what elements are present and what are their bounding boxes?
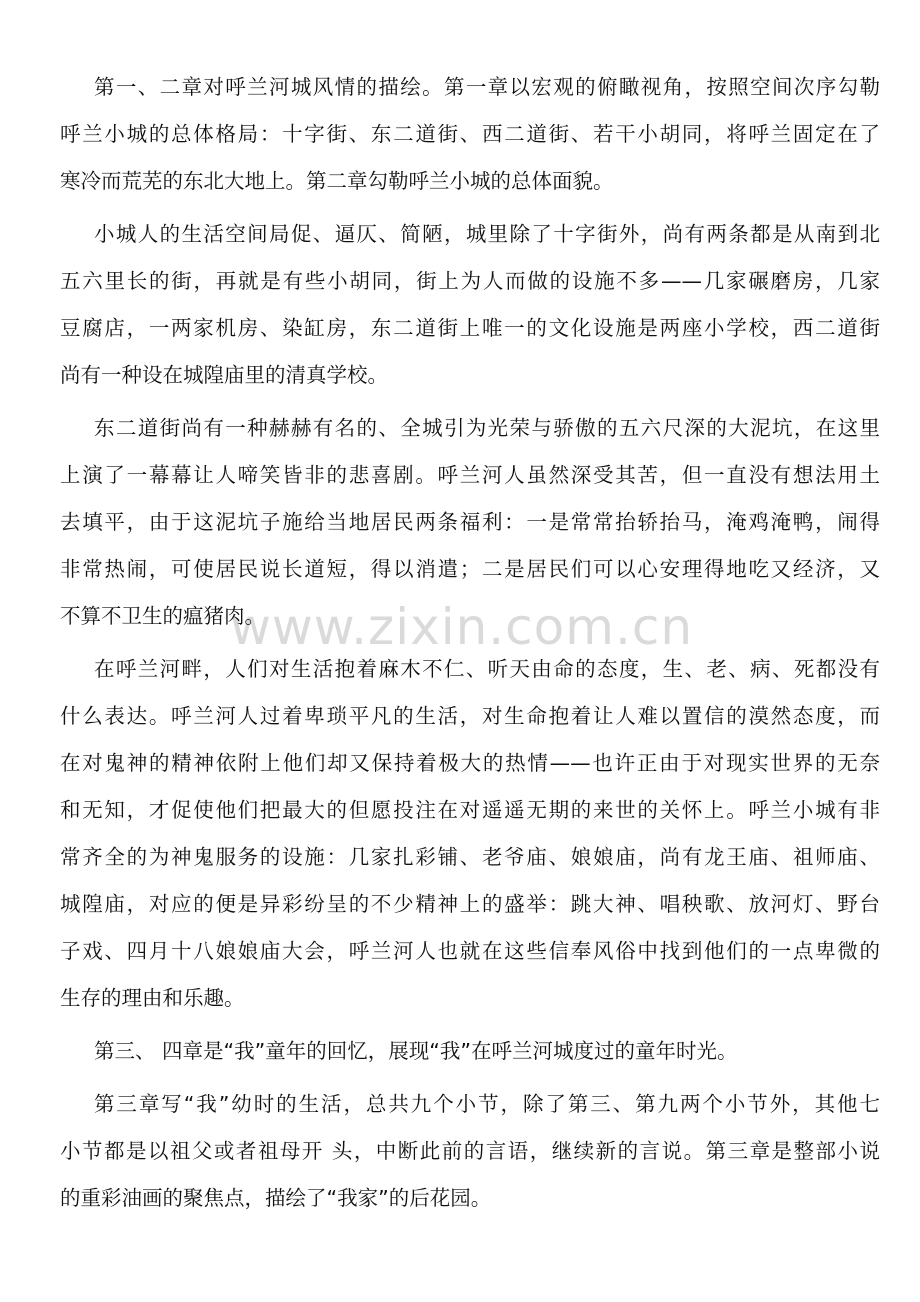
text-line: 第三、 四章是“我”童年的回忆，展现“我”在呼兰河城度过的童年时光。 bbox=[94, 1039, 738, 1063]
paragraph-1 bbox=[60, 64, 880, 205]
text-line: 小节都是以祖父或者祖母开 头，中断此前的言语，继续新的言说。第三章是整部小说 bbox=[60, 1139, 880, 1163]
text-line: 城隍庙，对应的便是异彩纷呈的不少精神上的盛举：跳大神、唱秧歌、放河灯、野台 bbox=[60, 892, 880, 916]
text-line: 在对鬼神的精神依附上他们却又保持着极大的热情——也许正由于对现实世界的无奈 bbox=[60, 751, 880, 775]
text-line: 小城人的生活空间局促、逼仄、简陋，城里除了十字街外，尚有两条都是从南到北 bbox=[94, 222, 880, 246]
text-line: 东二道街尚有一种赫赫有名的、全城引为光荣与骄傲的五六尺深的大泥坑，在这里 bbox=[94, 416, 880, 440]
text-line: 第一、二章对呼兰河城风情的描绘。第一章以宏观的俯瞰视角，按照空间次序勾勒 bbox=[94, 75, 880, 99]
paragraph-3 bbox=[60, 405, 880, 640]
text-line: 的重彩油画的聚焦点，描绘了“我家”的后花园。 bbox=[60, 1186, 492, 1210]
text-line: 第三章写“我”幼时的生活，总共九个小节，除了第三、第九两个小节外，其他七 bbox=[94, 1092, 880, 1116]
text-line: 不算不卫生的瘟猪肉。 bbox=[60, 604, 265, 628]
text-line: 上演了一幕幕让人啼笑皆非的悲喜剧。呼兰河人虽然深受其苦，但一直没有想法用土 bbox=[60, 463, 880, 487]
text-line: 尚有一种设在城隍庙里的清真学校。 bbox=[60, 363, 388, 387]
text-line: 在呼兰河畔，人们对生活抱着麻木不仁、听天由命的态度，生、老、病、死都没有 bbox=[94, 657, 880, 681]
text-line: 生存的理由和乐趣。 bbox=[60, 986, 245, 1010]
text-line: 和无知，才促使他们把最大的但愿投注在对遥遥无期的来世的关怀上。呼兰小城有非 bbox=[60, 798, 880, 822]
paragraph-4 bbox=[60, 646, 880, 1022]
text-line: 五六里长的街，再就是有些小胡同，街上为人而做的设施不多——几家碾磨房，几家 bbox=[60, 269, 880, 293]
text-line: 呼兰小城的总体格局：十字街、东二道街、西二道街、若干小胡同，将呼兰固定在了 bbox=[60, 122, 880, 146]
text-line: 子戏、四月十八娘娘庙大会，呼兰河人也就在这些信奉风俗中找到他们的一点卑微的 bbox=[60, 939, 880, 963]
paragraph-6 bbox=[60, 1081, 880, 1222]
text-line: 寒冷而荒芜的东北大地上。第二章勾勒呼兰小城的总体面貌。 bbox=[60, 169, 614, 193]
text-line: 什么表达。呼兰河人过着卑琐平凡的生活，对生命抱着让人难以置信的漠然态度，而 bbox=[60, 704, 880, 728]
text-line: 常齐全的为神鬼服务的设施：几家扎彩铺、老爷庙、娘娘庙，尚有龙王庙、祖师庙、 bbox=[60, 845, 880, 869]
text-line: 非常热闹，可使居民说长道短，得以消遣；二是居民们可以心安理得地吃又经济，又 bbox=[60, 557, 880, 581]
document-body bbox=[60, 64, 880, 1222]
text-line: 豆腐店，一两家机房、染缸房，东二道街上唯一的文化设施是两座小学校，西二道街 bbox=[60, 316, 880, 340]
watermark: www.zixin.com.cn bbox=[230, 598, 694, 656]
paragraph-2 bbox=[60, 211, 880, 399]
paragraph-5 bbox=[60, 1028, 880, 1075]
text-line: 去填平，由于这泥坑子施给当地居民两条福利：一是常常抬轿抬马，淹鸡淹鸭，闹得 bbox=[60, 510, 880, 534]
